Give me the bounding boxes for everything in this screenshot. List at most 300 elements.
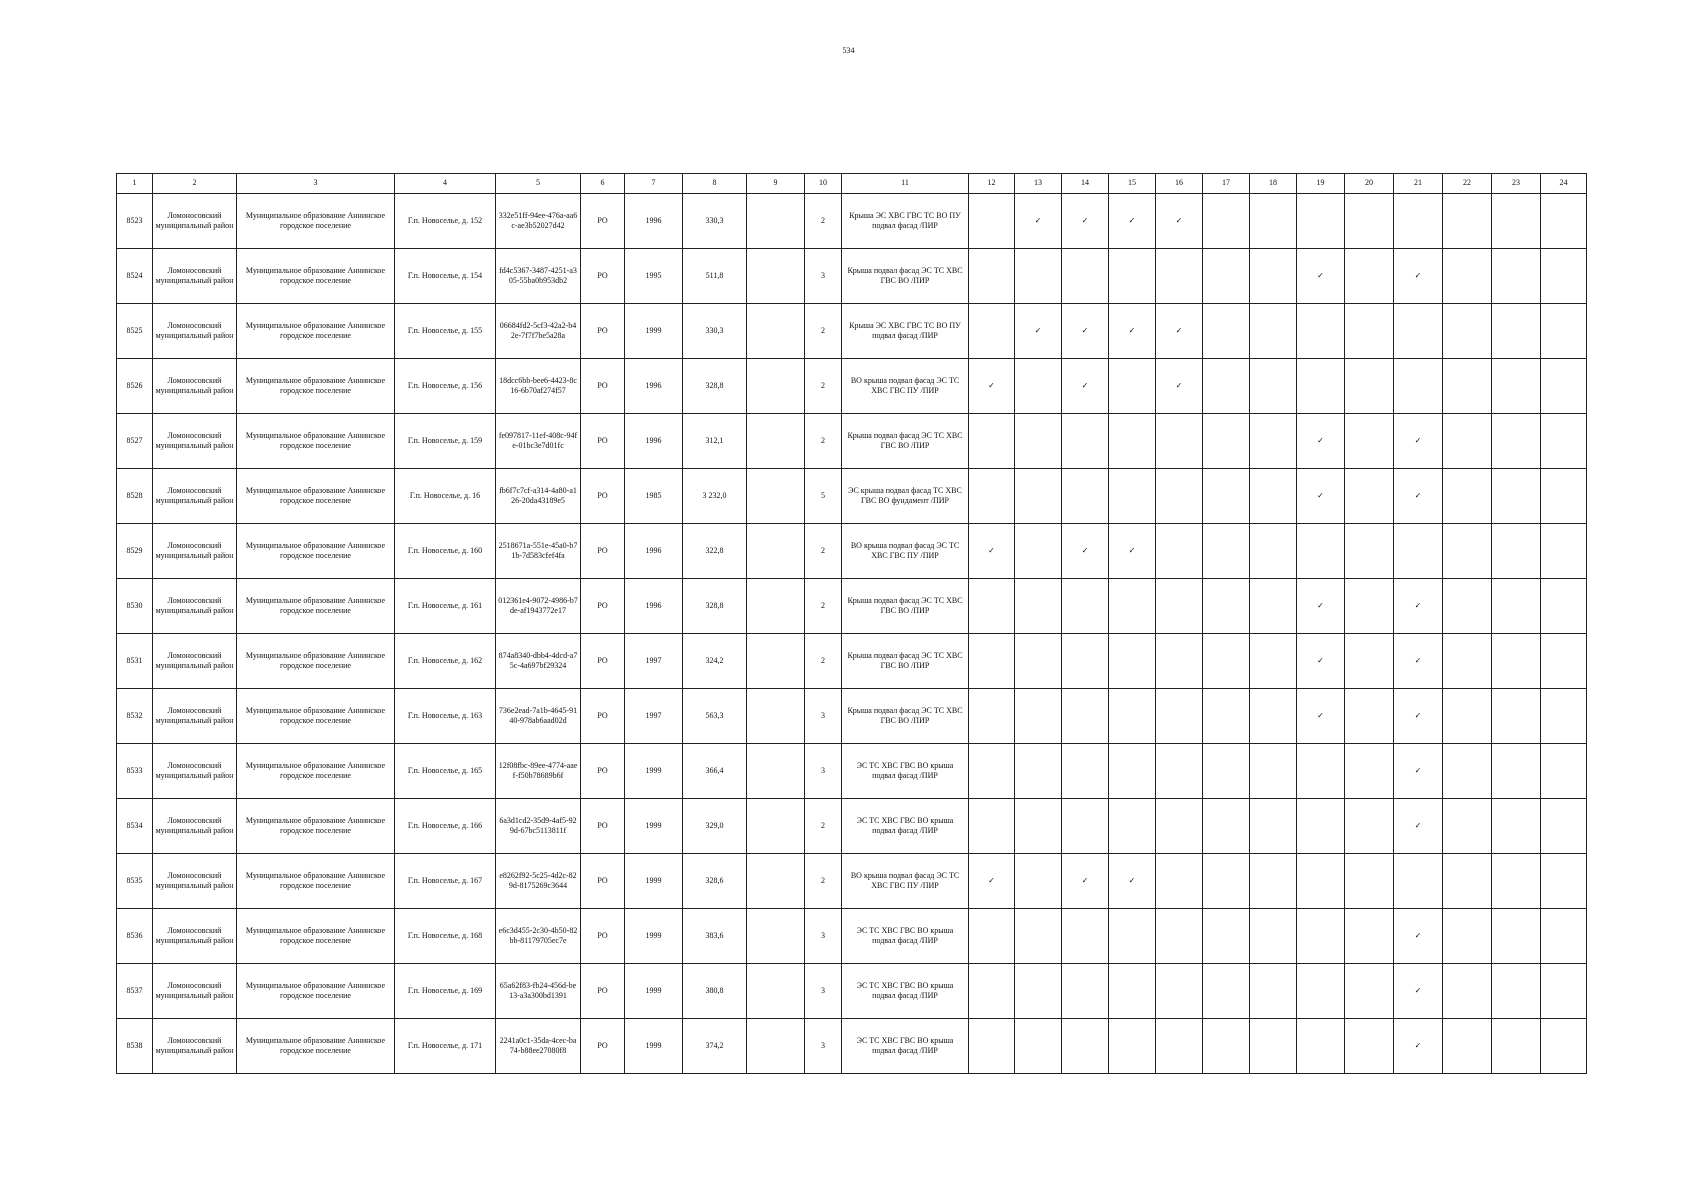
- mark-cell-13: [1015, 909, 1062, 964]
- floors-cell: 2: [805, 799, 842, 854]
- mark-cell-23: [1492, 689, 1541, 744]
- district-cell: Ломоносовский муниципальный район: [153, 524, 237, 579]
- floors-cell: 5: [805, 469, 842, 524]
- column-9-cell: [747, 689, 805, 744]
- mark-cell-16: [1156, 634, 1203, 689]
- page-number: 534: [842, 46, 855, 55]
- column-number: 14: [1062, 174, 1109, 194]
- mark-cell-24: [1541, 249, 1587, 304]
- mark-cell-13: [1015, 249, 1062, 304]
- district-cell: Ломоносовский муниципальный район: [153, 964, 237, 1019]
- year-cell: 1999: [625, 909, 683, 964]
- address-cell: Г.п. Новоселье, д. 163: [395, 689, 496, 744]
- works-cell: ВО крыша подвал фасад ЭС ТС ХВС ГВС ПУ /ПИР: [842, 524, 969, 579]
- mark-cell-18: [1250, 634, 1297, 689]
- mark-cell-21: ✓: [1394, 799, 1443, 854]
- column-number: 20: [1345, 174, 1394, 194]
- type-cell: РО: [581, 799, 625, 854]
- row-number: 8528: [117, 469, 153, 524]
- mark-cell-21: [1394, 194, 1443, 249]
- mark-cell-16: [1156, 524, 1203, 579]
- column-9-cell: [747, 1019, 805, 1074]
- mark-cell-12: [969, 414, 1015, 469]
- mark-cell-13: ✓: [1015, 194, 1062, 249]
- table-row: [117, 964, 1587, 1019]
- mark-cell-13: [1015, 469, 1062, 524]
- mark-cell-22: [1443, 744, 1492, 799]
- mark-cell-21: [1394, 304, 1443, 359]
- municipality-cell: Муниципальное образование Аннинское городское поселение: [237, 1019, 395, 1074]
- mark-cell-15: [1109, 359, 1156, 414]
- mark-cell-14: ✓: [1062, 359, 1109, 414]
- mark-cell-19: [1297, 964, 1345, 1019]
- column-number: 17: [1203, 174, 1250, 194]
- row-number: 8530: [117, 579, 153, 634]
- column-number: 23: [1492, 174, 1541, 194]
- address-cell: Г.п. Новоселье, д. 171: [395, 1019, 496, 1074]
- mark-cell-22: [1443, 854, 1492, 909]
- works-cell: ЭС ТС ХВС ГВС ВО крыша подвал фасад /ПИР: [842, 799, 969, 854]
- district-cell: Ломоносовский муниципальный район: [153, 1019, 237, 1074]
- uid-cell: 65a62f83-fb24-456d-be13-a3a300bd1391: [496, 964, 581, 1019]
- mark-cell-13: [1015, 634, 1062, 689]
- mark-cell-23: [1492, 634, 1541, 689]
- mark-cell-17: [1203, 249, 1250, 304]
- column-number: 11: [842, 174, 969, 194]
- works-cell: ЭС ТС ХВС ГВС ВО крыша подвал фасад /ПИР: [842, 744, 969, 799]
- mark-cell-21: ✓: [1394, 1019, 1443, 1074]
- works-cell: ЭС ТС ХВС ГВС ВО крыша подвал фасад /ПИР: [842, 964, 969, 1019]
- works-cell: ЭС ТС ХВС ГВС ВО крыша подвал фасад /ПИР: [842, 1019, 969, 1074]
- mark-cell-21: ✓: [1394, 909, 1443, 964]
- row-number: 8531: [117, 634, 153, 689]
- area-cell: 328,8: [683, 359, 747, 414]
- mark-cell-12: [969, 579, 1015, 634]
- mark-cell-16: [1156, 1019, 1203, 1074]
- area-cell: 330,3: [683, 304, 747, 359]
- works-cell: Крыша подвал фасад ЭС ТС ХВС ГВС ВО /ПИР: [842, 634, 969, 689]
- table-row: [117, 854, 1587, 909]
- mark-cell-18: [1250, 689, 1297, 744]
- row-number: 8526: [117, 359, 153, 414]
- mark-cell-18: [1250, 414, 1297, 469]
- address-cell: Г.п. Новоселье, д. 152: [395, 194, 496, 249]
- type-cell: РО: [581, 414, 625, 469]
- mark-cell-23: [1492, 359, 1541, 414]
- municipality-cell: Муниципальное образование Аннинское городское поселение: [237, 799, 395, 854]
- municipality-cell: Муниципальное образование Аннинское городское поселение: [237, 194, 395, 249]
- column-number: 18: [1250, 174, 1297, 194]
- mark-cell-24: [1541, 799, 1587, 854]
- mark-cell-19: [1297, 1019, 1345, 1074]
- district-cell: Ломоносовский муниципальный район: [153, 909, 237, 964]
- type-cell: РО: [581, 359, 625, 414]
- municipality-cell: Муниципальное образование Аннинское городское поселение: [237, 744, 395, 799]
- row-number: 8532: [117, 689, 153, 744]
- column-number: 13: [1015, 174, 1062, 194]
- mark-cell-16: [1156, 579, 1203, 634]
- year-cell: 1997: [625, 634, 683, 689]
- mark-cell-20: [1345, 634, 1394, 689]
- uid-cell: fe097817-11ef-408c-94fe-01bc3e7d01fc: [496, 414, 581, 469]
- mark-cell-17: [1203, 689, 1250, 744]
- mark-cell-21: ✓: [1394, 744, 1443, 799]
- mark-cell-14: ✓: [1062, 524, 1109, 579]
- municipality-cell: Муниципальное образование Аннинское городское поселение: [237, 909, 395, 964]
- column-9-cell: [747, 194, 805, 249]
- mark-cell-17: [1203, 414, 1250, 469]
- mark-cell-12: [969, 249, 1015, 304]
- mark-cell-19: ✓: [1297, 469, 1345, 524]
- floors-cell: 3: [805, 964, 842, 1019]
- column-number: 2: [153, 174, 237, 194]
- works-cell: ВО крыша подвал фасад ЭС ТС ХВС ГВС ПУ /ПИР: [842, 359, 969, 414]
- mark-cell-16: ✓: [1156, 194, 1203, 249]
- row-number: 8525: [117, 304, 153, 359]
- area-cell: 329,0: [683, 799, 747, 854]
- type-cell: РО: [581, 909, 625, 964]
- works-cell: ЭС ТС ХВС ГВС ВО крыша подвал фасад /ПИР: [842, 909, 969, 964]
- area-cell: 312,1: [683, 414, 747, 469]
- column-number: 1: [117, 174, 153, 194]
- floors-cell: 2: [805, 304, 842, 359]
- area-cell: 383,6: [683, 909, 747, 964]
- mark-cell-14: [1062, 964, 1109, 1019]
- mark-cell-16: ✓: [1156, 304, 1203, 359]
- mark-cell-13: [1015, 1019, 1062, 1074]
- table-row: [117, 909, 1587, 964]
- mark-cell-22: [1443, 249, 1492, 304]
- mark-cell-14: [1062, 634, 1109, 689]
- mark-cell-13: [1015, 579, 1062, 634]
- floors-cell: 2: [805, 634, 842, 689]
- mark-cell-16: [1156, 909, 1203, 964]
- mark-cell-21: ✓: [1394, 469, 1443, 524]
- mark-cell-19: [1297, 359, 1345, 414]
- mark-cell-18: [1250, 579, 1297, 634]
- mark-cell-15: [1109, 414, 1156, 469]
- mark-cell-15: [1109, 579, 1156, 634]
- mark-cell-12: [969, 194, 1015, 249]
- uid-cell: 2518671a-551e-45a0-b71b-7d583cfef4fa: [496, 524, 581, 579]
- year-cell: 1999: [625, 799, 683, 854]
- area-cell: 366,4: [683, 744, 747, 799]
- year-cell: 1995: [625, 249, 683, 304]
- mark-cell-18: [1250, 744, 1297, 799]
- district-cell: Ломоносовский муниципальный район: [153, 469, 237, 524]
- mark-cell-20: [1345, 744, 1394, 799]
- uid-cell: 6a3d1cd2-35d9-4af5-929d-67bc5113811f: [496, 799, 581, 854]
- address-cell: Г.п. Новоселье, д. 165: [395, 744, 496, 799]
- year-cell: 1999: [625, 744, 683, 799]
- year-cell: 1985: [625, 469, 683, 524]
- table-row: [117, 1019, 1587, 1074]
- table-row: [117, 359, 1587, 414]
- mark-cell-18: [1250, 854, 1297, 909]
- area-cell: 374,2: [683, 1019, 747, 1074]
- address-cell: Г.п. Новоселье, д. 168: [395, 909, 496, 964]
- column-9-cell: [747, 249, 805, 304]
- uid-cell: 736e2ead-7a1b-4645-9140-978ab6aad02d: [496, 689, 581, 744]
- district-cell: Ломоносовский муниципальный район: [153, 414, 237, 469]
- year-cell: 1999: [625, 304, 683, 359]
- area-cell: 380,8: [683, 964, 747, 1019]
- uid-cell: fd4c5367-3487-4251-a305-55ba0b953db2: [496, 249, 581, 304]
- type-cell: РО: [581, 744, 625, 799]
- mark-cell-20: [1345, 469, 1394, 524]
- mark-cell-12: [969, 469, 1015, 524]
- address-cell: Г.п. Новоселье, д. 156: [395, 359, 496, 414]
- mark-cell-14: [1062, 414, 1109, 469]
- column-number: 10: [805, 174, 842, 194]
- municipality-cell: Муниципальное образование Аннинское городское поселение: [237, 579, 395, 634]
- mark-cell-24: [1541, 964, 1587, 1019]
- municipality-cell: Муниципальное образование Аннинское городское поселение: [237, 304, 395, 359]
- mark-cell-17: [1203, 744, 1250, 799]
- table-row: [117, 579, 1587, 634]
- district-cell: Ломоносовский муниципальный район: [153, 304, 237, 359]
- address-cell: Г.п. Новоселье, д. 162: [395, 634, 496, 689]
- mark-cell-20: [1345, 249, 1394, 304]
- mark-cell-19: [1297, 194, 1345, 249]
- works-cell: Крыша ЭС ХВС ГВС ТС ВО ПУ подвал фасад /ПИР: [842, 194, 969, 249]
- mark-cell-24: [1541, 194, 1587, 249]
- table-row: [117, 634, 1587, 689]
- mark-cell-21: ✓: [1394, 414, 1443, 469]
- mark-cell-21: ✓: [1394, 964, 1443, 1019]
- floors-cell: 2: [805, 194, 842, 249]
- column-9-cell: [747, 854, 805, 909]
- mark-cell-12: [969, 909, 1015, 964]
- mark-cell-23: [1492, 524, 1541, 579]
- column-9-cell: [747, 799, 805, 854]
- district-cell: Ломоносовский муниципальный район: [153, 689, 237, 744]
- type-cell: РО: [581, 579, 625, 634]
- mark-cell-24: [1541, 689, 1587, 744]
- mark-cell-22: [1443, 194, 1492, 249]
- mark-cell-17: [1203, 194, 1250, 249]
- mark-cell-14: [1062, 744, 1109, 799]
- table-row: [117, 194, 1587, 249]
- table-row: [117, 524, 1587, 579]
- column-9-cell: [747, 634, 805, 689]
- mark-cell-17: [1203, 634, 1250, 689]
- type-cell: РО: [581, 524, 625, 579]
- mark-cell-12: [969, 799, 1015, 854]
- mark-cell-19: [1297, 854, 1345, 909]
- district-cell: Ломоносовский муниципальный район: [153, 854, 237, 909]
- area-cell: 328,6: [683, 854, 747, 909]
- column-9-cell: [747, 964, 805, 1019]
- mark-cell-14: ✓: [1062, 194, 1109, 249]
- mark-cell-15: [1109, 689, 1156, 744]
- column-number: 24: [1541, 174, 1587, 194]
- mark-cell-14: [1062, 249, 1109, 304]
- municipality-cell: Муниципальное образование Аннинское городское поселение: [237, 689, 395, 744]
- mark-cell-20: [1345, 524, 1394, 579]
- district-cell: Ломоносовский муниципальный район: [153, 194, 237, 249]
- mark-cell-21: ✓: [1394, 579, 1443, 634]
- mark-cell-24: [1541, 634, 1587, 689]
- uid-cell: 2241a0c1-35da-4cec-ba74-b88ee27080f8: [496, 1019, 581, 1074]
- municipality-cell: Муниципальное образование Аннинское городское поселение: [237, 249, 395, 304]
- district-cell: Ломоносовский муниципальный район: [153, 634, 237, 689]
- mark-cell-13: [1015, 964, 1062, 1019]
- mark-cell-24: [1541, 744, 1587, 799]
- mark-cell-16: [1156, 799, 1203, 854]
- row-number: 8524: [117, 249, 153, 304]
- works-cell: Крыша подвал фасад ЭС ТС ХВС ГВС ВО /ПИР: [842, 249, 969, 304]
- area-cell: 330,3: [683, 194, 747, 249]
- mark-cell-23: [1492, 1019, 1541, 1074]
- mark-cell-12: [969, 304, 1015, 359]
- type-cell: РО: [581, 249, 625, 304]
- mark-cell-20: [1345, 909, 1394, 964]
- mark-cell-14: [1062, 469, 1109, 524]
- mark-cell-13: [1015, 524, 1062, 579]
- mark-cell-24: [1541, 579, 1587, 634]
- mark-cell-13: [1015, 854, 1062, 909]
- mark-cell-18: [1250, 194, 1297, 249]
- works-cell: Крыша ЭС ХВС ГВС ТС ВО ПУ подвал фасад /ПИР: [842, 304, 969, 359]
- year-cell: 1996: [625, 524, 683, 579]
- type-cell: РО: [581, 964, 625, 1019]
- table-row: [117, 414, 1587, 469]
- mark-cell-13: [1015, 414, 1062, 469]
- mark-cell-16: [1156, 854, 1203, 909]
- mark-cell-23: [1492, 964, 1541, 1019]
- mark-cell-22: [1443, 964, 1492, 1019]
- mark-cell-17: [1203, 854, 1250, 909]
- uid-cell: 12f08fbc-89ee-4774-aaef-f50b78689b6f: [496, 744, 581, 799]
- mark-cell-18: [1250, 964, 1297, 1019]
- mark-cell-21: ✓: [1394, 249, 1443, 304]
- mark-cell-17: [1203, 359, 1250, 414]
- mark-cell-15: ✓: [1109, 194, 1156, 249]
- mark-cell-22: [1443, 689, 1492, 744]
- mark-cell-17: [1203, 304, 1250, 359]
- area-cell: 322,8: [683, 524, 747, 579]
- mark-cell-23: [1492, 579, 1541, 634]
- mark-cell-19: [1297, 524, 1345, 579]
- row-number: 8529: [117, 524, 153, 579]
- mark-cell-22: [1443, 359, 1492, 414]
- works-cell: Крыша подвал фасад ЭС ТС ХВС ГВС ВО /ПИР: [842, 579, 969, 634]
- mark-cell-22: [1443, 909, 1492, 964]
- mark-cell-22: [1443, 634, 1492, 689]
- mark-cell-16: [1156, 249, 1203, 304]
- uid-cell: 18dcc6bb-bee6-4423-8c16-6b70af274f57: [496, 359, 581, 414]
- mark-cell-24: [1541, 469, 1587, 524]
- table-row: [117, 469, 1587, 524]
- mark-cell-17: [1203, 469, 1250, 524]
- district-cell: Ломоносовский муниципальный район: [153, 249, 237, 304]
- district-cell: Ломоносовский муниципальный район: [153, 799, 237, 854]
- column-number: 7: [625, 174, 683, 194]
- mark-cell-16: [1156, 744, 1203, 799]
- mark-cell-18: [1250, 524, 1297, 579]
- mark-cell-21: ✓: [1394, 634, 1443, 689]
- mark-cell-23: [1492, 909, 1541, 964]
- type-cell: РО: [581, 689, 625, 744]
- column-number: 5: [496, 174, 581, 194]
- mark-cell-18: [1250, 909, 1297, 964]
- mark-cell-22: [1443, 799, 1492, 854]
- table-body: [117, 194, 1587, 1074]
- mark-cell-18: [1250, 469, 1297, 524]
- mark-cell-15: ✓: [1109, 524, 1156, 579]
- mark-cell-12: ✓: [969, 854, 1015, 909]
- table-row: [117, 304, 1587, 359]
- type-cell: РО: [581, 194, 625, 249]
- uid-cell: 06684fd2-5cf3-42a2-b42e-7f7f7be5a28a: [496, 304, 581, 359]
- row-number: 8536: [117, 909, 153, 964]
- mark-cell-13: ✓: [1015, 304, 1062, 359]
- uid-cell: fb6f7c7cf-a314-4a80-a126-20da43189e5: [496, 469, 581, 524]
- mark-cell-19: [1297, 799, 1345, 854]
- column-number: 6: [581, 174, 625, 194]
- mark-cell-17: [1203, 909, 1250, 964]
- mark-cell-12: [969, 1019, 1015, 1074]
- mark-cell-15: [1109, 249, 1156, 304]
- address-cell: Г.п. Новоселье, д. 154: [395, 249, 496, 304]
- area-cell: 3 232,0: [683, 469, 747, 524]
- address-cell: Г.п. Новоселье, д. 160: [395, 524, 496, 579]
- mark-cell-18: [1250, 249, 1297, 304]
- row-number: 8527: [117, 414, 153, 469]
- area-cell: 563,3: [683, 689, 747, 744]
- column-9-cell: [747, 524, 805, 579]
- mark-cell-13: [1015, 744, 1062, 799]
- mark-cell-19: [1297, 304, 1345, 359]
- column-9-cell: [747, 359, 805, 414]
- mark-cell-15: ✓: [1109, 854, 1156, 909]
- mark-cell-14: [1062, 909, 1109, 964]
- mark-cell-15: [1109, 1019, 1156, 1074]
- mark-cell-22: [1443, 1019, 1492, 1074]
- mark-cell-24: [1541, 304, 1587, 359]
- municipality-cell: Муниципальное образование Аннинское городское поселение: [237, 524, 395, 579]
- floors-cell: 3: [805, 689, 842, 744]
- municipality-cell: Муниципальное образование Аннинское городское поселение: [237, 469, 395, 524]
- row-number: 8534: [117, 799, 153, 854]
- mark-cell-22: [1443, 524, 1492, 579]
- mark-cell-17: [1203, 1019, 1250, 1074]
- row-number: 8523: [117, 194, 153, 249]
- column-number: 19: [1297, 174, 1345, 194]
- type-cell: РО: [581, 469, 625, 524]
- floors-cell: 3: [805, 249, 842, 304]
- table-row: [117, 689, 1587, 744]
- registry-table: [116, 173, 1587, 1074]
- mark-cell-15: [1109, 964, 1156, 1019]
- column-9-cell: [747, 414, 805, 469]
- address-cell: Г.п. Новоселье, д. 161: [395, 579, 496, 634]
- mark-cell-14: [1062, 689, 1109, 744]
- mark-cell-24: [1541, 524, 1587, 579]
- mark-cell-18: [1250, 1019, 1297, 1074]
- mark-cell-20: [1345, 964, 1394, 1019]
- column-number: 9: [747, 174, 805, 194]
- mark-cell-13: [1015, 799, 1062, 854]
- mark-cell-21: [1394, 359, 1443, 414]
- mark-cell-19: ✓: [1297, 249, 1345, 304]
- row-number: 8538: [117, 1019, 153, 1074]
- mark-cell-19: [1297, 909, 1345, 964]
- mark-cell-16: ✓: [1156, 359, 1203, 414]
- column-number: 15: [1109, 174, 1156, 194]
- column-number: 8: [683, 174, 747, 194]
